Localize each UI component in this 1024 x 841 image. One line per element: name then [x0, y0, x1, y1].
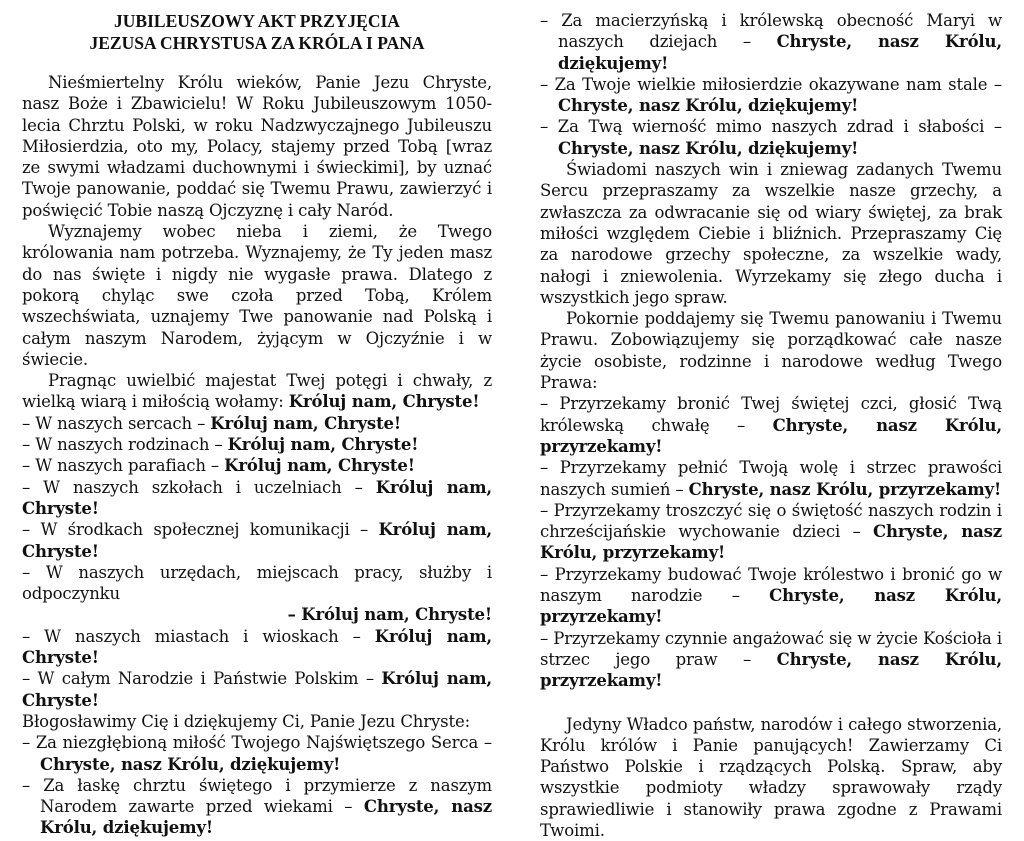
reign-response: Króluj nam, Chryste! — [224, 456, 415, 475]
promise-item: – Przyrzekamy bronić Twej świętej czci, głosić Twą królewską chwałę – Chryste, nasz Królu, przyrzekamy! — [540, 393, 1002, 457]
paragraph-confession: Wyznajemy wobec nieba i ziemi, że Twego królowania nam potrzeba. Wyznajemy, że Ty jeden masz do nas święte i nigdy nie wygasłe prawa. Dlatego z pokorą chyląc swe czoła przed Tobą, Królem wszechświata, uznajemy Twe panowanie nad Polską i całym naszym Narodem, żyjącym w Ojczyźnie i w świecie. — [22, 221, 492, 370]
reign-item-offices: – W naszych urzędach, miejscach pracy, służby i odpoczynku – Króluj nam, Chryste! — [22, 562, 492, 626]
reign-response: Króluj nam, Chryste! — [22, 669, 492, 709]
promise-item: – Przyrzekamy pełnić Twoją wolę i strzec prawości naszych sumień – Chryste, nasz Królu, przyrzekamy! — [540, 457, 1002, 500]
promise-item: – Przyrzekamy troszczyć się o świętość naszych rodzin i chrześcijańskie wychowanie dzieci – Chryste, nasz Królu, przyrzekamy! — [540, 500, 1002, 564]
reign-response: Króluj nam, Chryste! — [210, 414, 401, 433]
reign-item: – W całym Narodzie i Państwie Polskim – Króluj nam, Chryste! — [22, 668, 492, 711]
document-title — [22, 10, 492, 54]
reign-response: Króluj nam, Chryste! — [22, 627, 492, 667]
reign-item: – W naszych sercach – Króluj nam, Chryste! — [22, 413, 492, 434]
promise-item: – Przyrzekamy budować Twoje królestwo i bronić go w naszym narodzie – Chryste, nasz Królu, przyrzekamy! — [540, 564, 1002, 628]
blessing-line: Błogosławimy Cię i dziękujemy Ci, Panie Jezu Chryste: — [22, 711, 492, 732]
thanks-item: – Za niezgłębioną miłość Twojego Najświętszego Serca – Chryste, nasz Królu, dziękujemy! — [22, 732, 492, 775]
paragraph-submission: Pokornie poddajemy się Twemu panowaniu i Twemu Prawu. Zobowiązujemy się porządkować całe nasze życie osobiste, rodzinne i narodowe według Twego Prawa: — [540, 308, 1002, 393]
thanks-item: – Za Twą wierność mimo naszych zdrad i słabości – Chryste, nasz Królu, dziękujemy! — [540, 116, 1002, 159]
thanks-response: Chryste, nasz Królu, dziękujemy! — [40, 755, 340, 774]
reign-item: – W naszych parafiach – Króluj nam, Chryste! — [22, 455, 492, 476]
promise-response: Chryste, nasz Królu, przyrzekamy! — [540, 650, 1002, 690]
promise-response: Chryste, nasz Królu, przyrzekamy! — [540, 522, 1002, 562]
title-line-2: JEZUSA CHRYSTUSA ZA KRÓLA I PANA — [22, 32, 492, 54]
reign-response: Króluj nam, Chryste! — [22, 478, 492, 518]
thanks-response: Chryste, nasz Królu, dziękujemy! — [558, 32, 1002, 72]
paragraph-apology: Świadomi naszych win i zniewag zadanych Twemu Sercu przepraszamy za wszelkie nasze grzechy, a zwłaszcza za odwracanie się od wiary świętej, za brak miłości względem Ciebie i bliźnich. Przepraszamy Cię za narodowe grzechy społeczne, za wszelkie wady, nałogi i zniewolenia. Wyrzekamy się złego ducha i wszystkich jego spraw. — [540, 159, 1002, 308]
reign-item: – W środkach społecznej komunikacji – Króluj nam, Chryste! — [22, 519, 492, 562]
promise-item: – Przyrzekamy czynnie angażować się w życie Kościoła i strzec jego praw – Chryste, nasz Królu, przyrzekamy! — [540, 628, 1002, 692]
promise-response: Chryste, nasz Królu, przyrzekamy! — [540, 416, 1002, 456]
reign-item: – W naszych miastach i wioskach – Króluj nam, Chryste! — [22, 626, 492, 669]
title-line-1: JUBILEUSZOWY AKT PRZYJĘCIA — [22, 10, 492, 32]
reign-response: Króluj nam, Chryste! — [22, 520, 492, 560]
praise-text: Pragnąc uwielbić majestat Twej potęgi i chwały, z wielką wiarą i miłością wołamy: — [22, 371, 492, 411]
left-column — [22, 0, 492, 839]
paragraph-invocation: Nieśmiertelny Królu wieków, Panie Jezu Chryste, nasz Boże i Zbawicielu! W Roku Jubileuszowym 1050-lecia Chrztu Polski, w roku Nadzwyczajnego Jubileuszu Miłosierdzia, oto my, Polacy, stajemy przed Tobą [wraz ze swymi władzami duchownymi i świeckimi], by uznać Twoje panowanie, poddać się Twemu Prawu, zawierzyć i poświęcić Tobie naszą Ojczyznę i cały Naród. — [22, 72, 492, 221]
thanks-response: Chryste, nasz Królu, dziękujemy! — [558, 139, 858, 158]
thanks-response: Chryste, nasz Królu, dziękujemy! — [40, 797, 492, 837]
reign-response: Króluj nam, Chryste! — [228, 435, 419, 454]
thanks-item: – Za Twoje wielkie miłosierdzie okazywane nam stale – Chryste, nasz Królu, dziękujemy! — [540, 74, 1002, 117]
thanks-response: Chryste, nasz Królu, dziękujemy! — [558, 96, 858, 115]
right-column — [540, 10, 1002, 841]
paragraph-entrustment: Jedyny Władco państw, narodów i całego stworzenia, Królu królów i Panie panujących! Zawierzamy Ci Państwo Polskie i rządzących Polską. Spraw, aby wszystkie podmioty władzy sprawowały rządy sprawiedliwie i stanowiły prawa zgodne z Prawami Twoimi. — [540, 714, 1002, 841]
reign-item: – W naszych szkołach i uczelniach – Króluj nam, Chryste! — [22, 477, 492, 520]
reign-response: – Króluj nam, Chryste! — [22, 604, 492, 625]
spacer — [540, 692, 1002, 714]
thanks-item: – Za macierzyńską i królewską obecność Maryi w naszych dziejach – Chryste, nasz Królu, dziękujemy! — [540, 10, 1002, 74]
reign-item: – W naszych rodzinach – Króluj nam, Chryste! — [22, 434, 492, 455]
praise-response: Króluj nam, Chryste! — [289, 392, 480, 411]
thanks-item: – Za łaskę chrztu świętego i przymierze z naszym Narodem zawarte przed wiekami – Chryste, nasz Królu, dziękujemy! — [22, 775, 492, 839]
promise-response: Chryste, nasz Królu, przyrzekamy! — [540, 586, 1002, 626]
paragraph-praise — [22, 370, 492, 413]
promise-response: Chryste, nasz Królu, przyrzekamy! — [689, 480, 1001, 499]
